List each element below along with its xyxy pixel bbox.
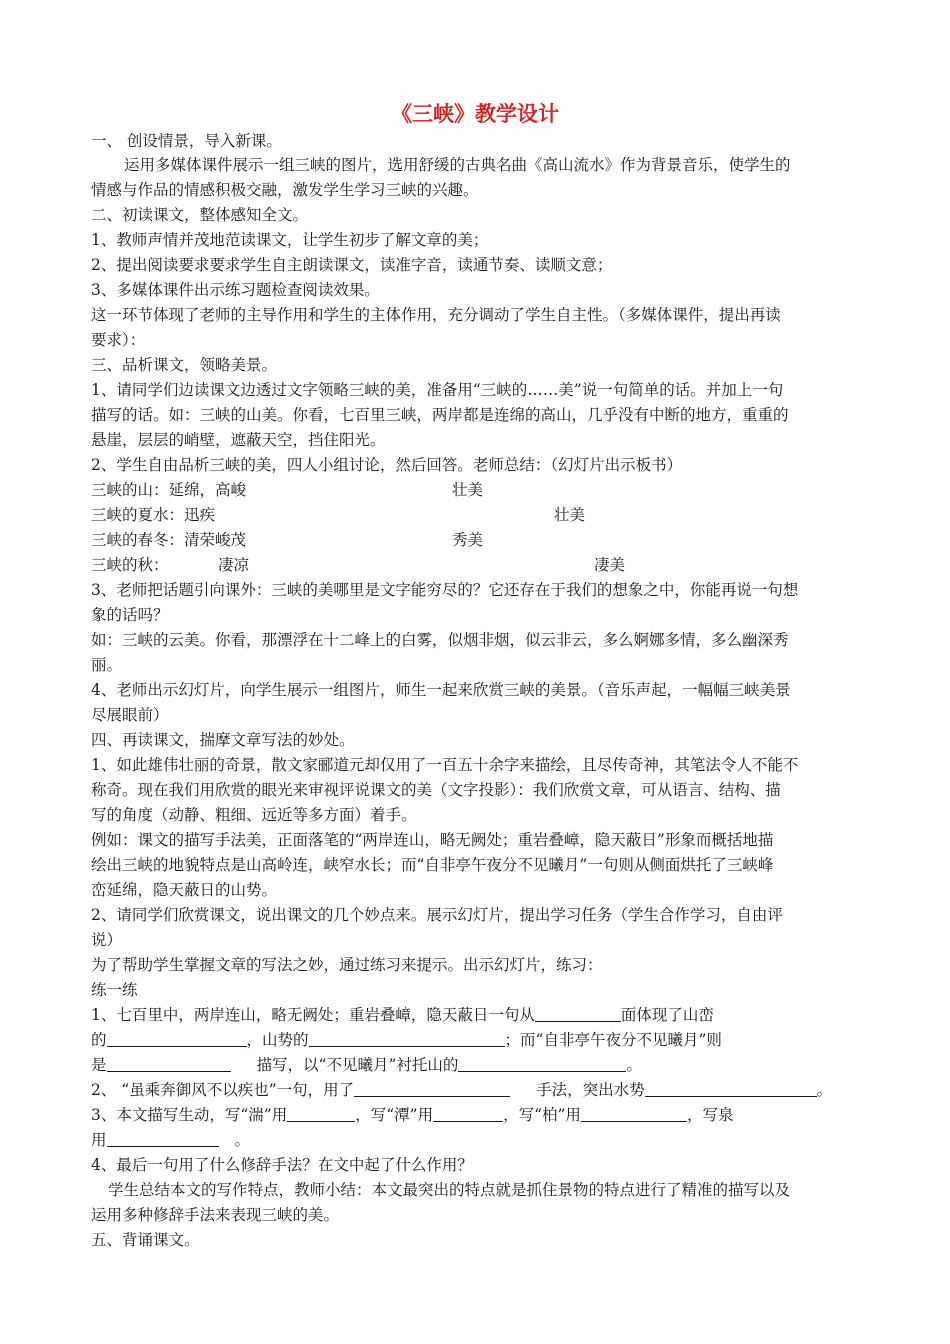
paragraph-line: 运用多种修辞手法来表现三峡的美。 [91, 1206, 340, 1224]
paragraph-line: 悬崖，层层的峭壁，遮蔽天空，挡住阳光。 [91, 431, 386, 449]
section-heading-5: 五、背诵课文。 [91, 1231, 200, 1249]
answer-blank[interactable] [645, 1082, 817, 1097]
board-row-result: 壮美 [452, 481, 484, 499]
exercise-question-1: 1、七百里中，两岸连山，略无阙处；重岩叠嶂，隐天蔽日一句从 面体现了山峦 [91, 1006, 714, 1024]
board-row-label: 三峡的秋： [91, 556, 169, 574]
paragraph-line: 峦延绵，隐天蔽日的山势。 [91, 881, 278, 899]
paragraph-line: 称奇。现在我们用欣赏的眼光来审视评说课文的美（文字投影）：我们欣赏文章，可从语言、结构、描 [91, 781, 781, 799]
exercise-question-3: 3、本文描写生动，写“湍”用 ，写“潭”用 ，写“柏”用 ，写泉 [91, 1106, 734, 1124]
exercise-question-1-cont: 的 ，山势的 ；而“自非亭午夜分不见曦月”则 [91, 1031, 722, 1049]
paragraph-line: 绘出三峡的地貌特点是山高岭连，峡窄水长；而“自非亭午夜分不见曦月”一句则从侧面烘托了三峡峰 [91, 856, 774, 874]
paragraph-line: 为了帮助学生掌握文章的写法之妙，通过练习来提示。出示幻灯片，练习： [91, 956, 603, 974]
paragraph-line: 象的话吗？ [91, 606, 169, 624]
answer-blank[interactable] [354, 1082, 510, 1097]
paragraph-line: 学生总结本文的写作特点，教师小结：本文最突出的特点就是抓住景物的特点进行了精准的描写以及 [108, 1181, 791, 1199]
exercise-question-1-cont: 是 描写，以“不见曦月”衬托山的 。 [91, 1056, 642, 1074]
exercise-question-3-cont: 用 。 [91, 1131, 251, 1149]
section-heading-3: 三、品析课文，领略美景。 [91, 356, 278, 374]
section-heading-2: 二、初读课文，整体感知全文。 [91, 206, 309, 224]
paragraph-line: 丽。 [91, 656, 123, 674]
paragraph-line: 这一环节体现了老师的主导作用和学生的主体作用，充分调动了学生自主性。（多媒体课件，提出再读 [91, 306, 781, 324]
answer-blank[interactable] [107, 1057, 231, 1072]
board-row-mid: 凄凉 [218, 556, 250, 574]
paragraph-line: 写的角度（动静、粗细、远近等多方面）着手。 [91, 806, 417, 824]
paragraph-line: 尽展眼前） [91, 706, 169, 724]
paragraph-line: 1、如此雄伟壮丽的奇景，散文家郦道元却仅用了一百五十余字来描绘，且尽传奇神，其笔法令人不能不 [91, 756, 799, 774]
section-heading-4: 四、再读课文，揣摩文章写法的妙处。 [91, 731, 355, 749]
paragraph-line: 要求）： [91, 331, 146, 349]
paragraph-line: 3、多媒体课件出示练习题检查阅读效果。 [91, 281, 380, 299]
paragraph-line: 描写的话。如：三峡的山美。你看，七百里三峡，两岸都是连绵的高山，几乎没有中断的地方，重重的 [91, 406, 789, 424]
paragraph-line: 2、提出阅读要求要求学生自主朗读课文，读准字音，读通节奏、读顺文意； [91, 256, 613, 274]
answer-blank[interactable] [107, 1032, 247, 1047]
answer-blank[interactable] [107, 1132, 219, 1147]
paragraph-line: 如：三峡的云美。你看，那漂浮在十二峰上的白雾，似烟非烟，似云非云，多么婀娜多情，多么幽深秀 [91, 631, 789, 649]
board-row-label: 三峡的春冬：清荣峻茂 [91, 531, 247, 549]
board-row-label: 三峡的山：延绵，高峻 [91, 481, 247, 499]
board-row-result: 凄美 [594, 556, 626, 574]
board-row-result: 秀美 [452, 531, 484, 549]
paragraph-line: 3、老师把话题引向课外：三峡的美哪里是文字能穷尽的？它还存在于我们的想象之中，你能再说一句想 [91, 581, 799, 599]
paragraph-line: 4、最后一句用了什么修辞手法？在文中起了什么作用？ [91, 1156, 473, 1174]
document-title: 《三峡》教学设计 [391, 102, 559, 126]
paragraph-line: 1、教师声情并茂地范读课文，让学生初步了解文章的美； [91, 231, 489, 249]
paragraph-line: 说） [91, 931, 123, 949]
answer-blank[interactable] [433, 1107, 503, 1122]
paragraph-line: 情感与作品的情感积极交融，激发学生学习三峡的兴趣。 [91, 181, 479, 199]
answer-blank[interactable] [458, 1057, 626, 1072]
board-row-result: 壮美 [554, 506, 586, 524]
exercise-heading: 练一练 [91, 981, 138, 999]
paragraph-line: 1、请同学们边读课文边透过文字领略三峡的美，准备用“三峡的……美”说一句简单的话。并加上一句 [91, 381, 784, 399]
section-heading-1: 一、 创设情景，导入新课。 [91, 132, 282, 150]
paragraph-line: 4、老师出示幻灯片，向学生展示一组图片，师生一起来欣赏三峡的美景。（音乐声起，一幅幅三峡美景 [91, 681, 791, 699]
paragraph-line: 运用多媒体课件展示一组三峡的图片，选用舒缓的古典名曲《高山流水》作为背景音乐，使学生的 [124, 156, 791, 174]
exercise-question-2: 2、 “虽乘奔御风不以疾也”一句，用了 手法，突出水势 。 [91, 1081, 833, 1099]
answer-blank[interactable] [535, 1007, 621, 1022]
answer-blank[interactable] [287, 1107, 355, 1122]
answer-blank[interactable] [309, 1032, 505, 1047]
paragraph-line: 例如：课文的描写手法美，正面落笔的“两岸连山，略无阙处；重岩叠嶂，隐天蔽日”形象而概括地描 [91, 831, 774, 849]
board-row-label: 三峡的夏水：迅疾 [91, 506, 216, 524]
answer-blank[interactable] [581, 1107, 687, 1122]
paragraph-line: 2、学生自由品析三峡的美，四人小组讨论，然后回答。老师总结：（幻灯片出示板书） [91, 456, 683, 474]
paragraph-line: 2、请同学们欣赏课文，说出课文的几个妙点来。展示幻灯片，提出学习任务（学生合作学习，自由评 [91, 906, 783, 924]
